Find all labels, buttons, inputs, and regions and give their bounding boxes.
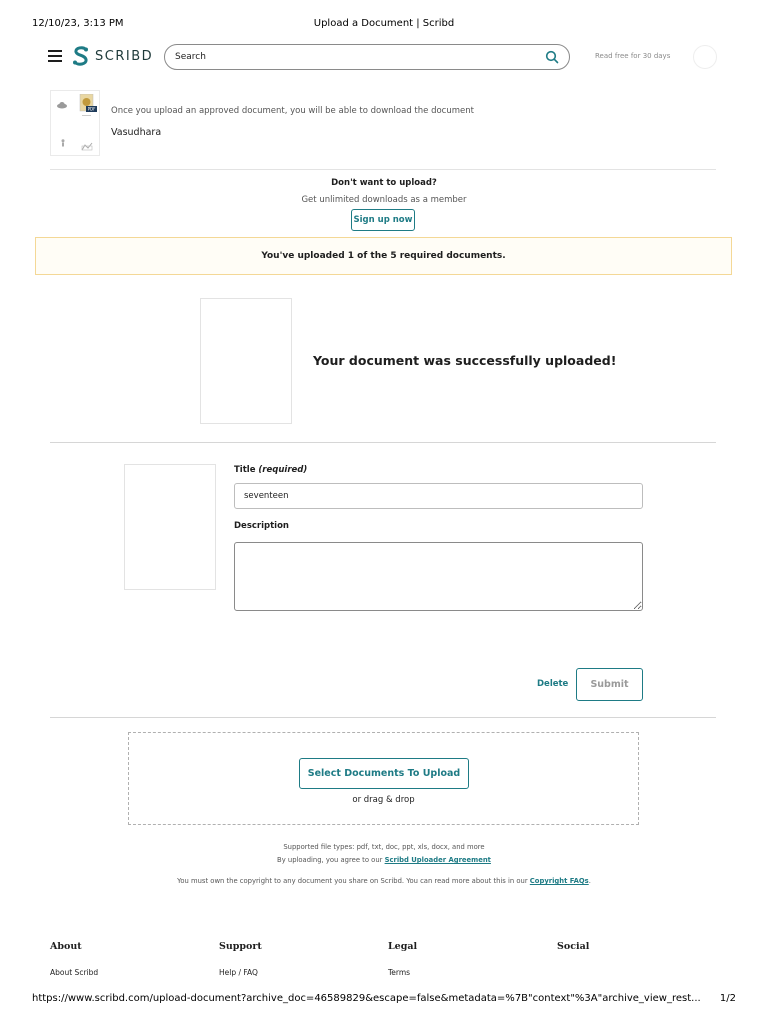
upload-count-notice: You've uploaded 1 of the 5 required documents.: [35, 237, 732, 275]
supported-file-types: Supported file types: pdf, txt, doc, ppt, xls, docx, and more: [283, 843, 485, 851]
upsell-heading: Don't want to upload?: [331, 178, 437, 188]
footer-heading-support: Support: [219, 941, 262, 952]
title-input[interactable]: [234, 483, 643, 509]
description-label: Description: [234, 521, 289, 531]
print-page-number: 1/2: [719, 993, 736, 1004]
logo-text: SCRIBD: [95, 48, 154, 64]
print-url: https://www.scribd.com/upload-document?archive_doc=46589829&escape=false&metadata=%7B"context"%3A"archive_view_rest...: [32, 993, 701, 1004]
uploader-agreement-link[interactable]: Scribd Uploader Agreement: [384, 856, 491, 864]
doc-thumbnail: [124, 464, 216, 590]
print-title: Upload a Document | Scribd: [313, 18, 455, 29]
sketch-icon: [81, 141, 93, 151]
uploaded-doc-preview: [200, 298, 292, 424]
required-marker: (required): [258, 465, 308, 475]
approved-doc-thumbnails: [50, 90, 100, 156]
scribd-logo-icon: [72, 46, 90, 66]
menu-icon[interactable]: [48, 50, 62, 62]
scribd-logo[interactable]: [72, 46, 153, 66]
copyright-faqs-link[interactable]: Copyright FAQs: [529, 877, 589, 885]
footer-link-terms[interactable]: Terms: [388, 968, 411, 977]
search-bar: [164, 44, 570, 70]
cloud-icon: [56, 101, 68, 109]
footer-heading-social: Social: [557, 941, 590, 952]
pdf-document-icon: [79, 94, 97, 119]
description-input[interactable]: [234, 542, 643, 611]
divider: [50, 717, 716, 718]
footer-heading-legal: Legal: [388, 941, 418, 952]
select-documents-button[interactable]: Select Documents To Upload: [299, 758, 469, 789]
search-icon[interactable]: [545, 50, 559, 64]
copyright-notice: You must own the copyright to any document you share on Scribd. You can read more about this in our Copyright FAQs.: [177, 877, 591, 885]
footer-heading-about: About: [50, 941, 82, 952]
delete-button[interactable]: Delete: [537, 679, 569, 689]
sign-up-button[interactable]: Sign up now: [351, 209, 415, 231]
submit-button[interactable]: Submit: [576, 668, 643, 701]
title-label: Title (required): [234, 465, 308, 475]
footer-link-about-scribd[interactable]: About Scribd: [50, 968, 99, 977]
pdf-badge: PDF: [87, 106, 96, 112]
footer-link-help-faq[interactable]: Help / FAQ: [219, 968, 258, 977]
uploader-agreement-notice: By uploading, you agree to our Scribd Uploader Agreement: [277, 856, 491, 864]
upsell-subtext: Get unlimited downloads as a member: [301, 195, 467, 205]
print-date: 12/10/23, 3:13 PM: [32, 18, 124, 29]
approved-doc-name[interactable]: Vasudhara: [111, 127, 162, 138]
upload-dropzone[interactable]: [128, 732, 639, 825]
site-header: [48, 42, 720, 72]
search-input[interactable]: [175, 52, 545, 62]
avatar[interactable]: [693, 45, 717, 69]
approved-message: Once you upload an approved document, you will be able to download the document: [111, 106, 474, 116]
upload-success-message: Your document was successfully uploaded!: [313, 353, 617, 368]
drag-drop-label: or drag & drop: [352, 795, 415, 805]
divider: [50, 169, 716, 170]
read-free-link[interactable]: Read free for 30 days: [595, 52, 671, 60]
divider: [50, 442, 716, 443]
figure-icon: [60, 139, 66, 147]
